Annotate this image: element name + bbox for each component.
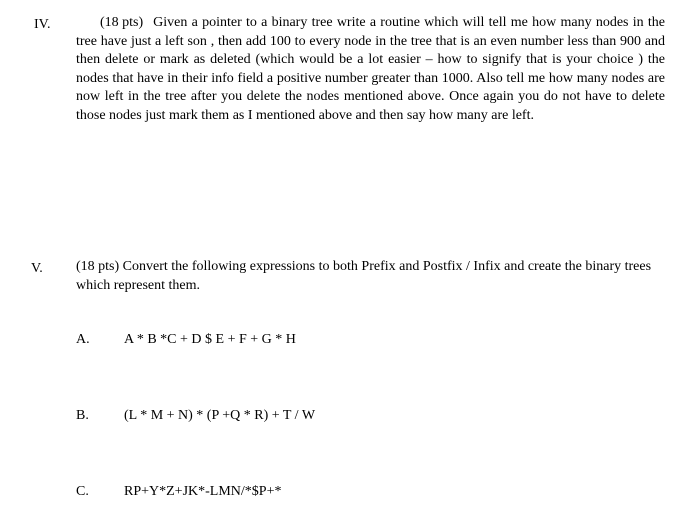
question-4-prompt: Given a pointer to a binary tree write a routine which will tell me how many nodes in the tree have just a left son , then add 100 to every node in the tree that is an even number less than 900 and then delete or mark as deleted (which would be a lot easier – how to signify that is your choice ) the nodes that have in their info field a positive number greater than 1000. Also tell me how many nodes are now left in the tree after you delete the nodes mentioned above. Once again you do not have to delete those nodes just mark them as I mentioned above and then say how many are left. bbox=[76, 15, 665, 123]
item-c-label: C. bbox=[76, 484, 89, 499]
item-b-expression: (L * M + N) * (P +Q * R) + T / W bbox=[124, 408, 316, 423]
item-c-expression: RP+Y*Z+JK*-LMN/*$P+* bbox=[124, 484, 282, 499]
question-4-text bbox=[76, 14, 665, 126]
question-4-points: (18 pts) bbox=[100, 15, 144, 30]
item-a-expression: A * B *C + D $ E + F + G * H bbox=[124, 332, 296, 347]
question-5-number: V. bbox=[31, 261, 43, 276]
item-b-label: B. bbox=[76, 408, 89, 423]
item-a-label: A. bbox=[76, 332, 90, 347]
question-4-number: IV. bbox=[34, 17, 51, 32]
question-5-text: (18 pts) Convert the following expressions to both Prefix and Postfix / Infix and create the binary trees which represent them. bbox=[76, 259, 652, 293]
